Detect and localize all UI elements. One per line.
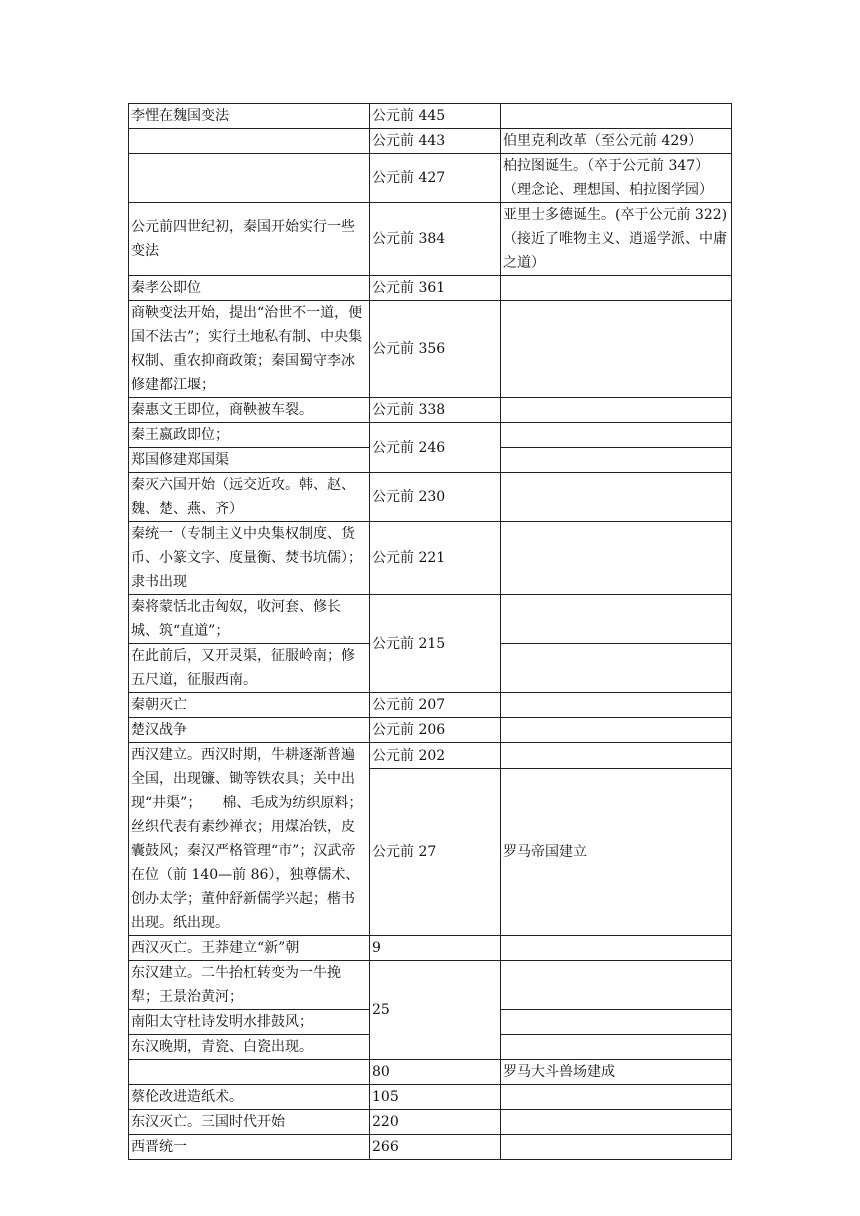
- world-event-cell: [501, 644, 732, 693]
- world-event-cell: [501, 301, 732, 398]
- world-event-cell: [501, 1085, 732, 1110]
- date-cell: 公元前 338: [370, 398, 501, 423]
- timeline-table: [128, 103, 732, 1160]
- date-cell: 公元前 202: [370, 743, 501, 769]
- date-cell: 公元前 384: [370, 203, 501, 276]
- date-cell: 105: [370, 1085, 501, 1110]
- table-row: [129, 1060, 732, 1085]
- china-event-cell: 秦王嬴政即位；: [129, 423, 370, 448]
- china-event-cell: 秦统一（专制主义中央集权制度、货币、小篆文字、度量衡、焚书坑儒）；隶书出现: [129, 522, 370, 595]
- world-event-cell: [501, 276, 732, 301]
- table-row: [129, 423, 732, 448]
- world-event-cell: [501, 1010, 732, 1035]
- world-event-cell: [501, 522, 732, 595]
- china-event-cell: 商鞅变法开始，提出“治世不一道，便国不法古”；实行土地私有制、中央集权制、重农抑商政策；秦国蜀守李冰修建都江堰；: [129, 301, 370, 398]
- table-row: [129, 301, 732, 398]
- world-event-cell: 罗马帝国建立: [501, 769, 732, 936]
- world-event-cell: [501, 423, 732, 448]
- china-event-cell: 西汉建立。西汉时期，牛耕逐渐普遍全国，出现镰、锄等铁农具；关中出现“井渠”； 棉、毛成为纺织原料；丝织代表有素纱禅衣；用煤冶铁，皮囊鼓风；秦汉严格管理“市”；汉武帝在位（前 140—前 86），独尊儒术、创办太学；董仲舒新儒学兴起；楷书出现。纸出现。: [129, 743, 370, 936]
- date-cell: 9: [370, 936, 501, 961]
- world-event-cell: [501, 1135, 732, 1160]
- date-cell: 公元前 207: [370, 693, 501, 718]
- table-row: [129, 522, 732, 595]
- china-event-cell: 公元前四世纪初，秦国开始实行一些变法: [129, 203, 370, 276]
- world-event-cell: [501, 1035, 732, 1060]
- world-event-cell: [501, 595, 732, 644]
- world-event-cell: [501, 743, 732, 769]
- date-cell: 公元前 206: [370, 718, 501, 743]
- china-event-cell: [129, 1060, 370, 1085]
- china-event-cell: 秦灭六国开始（远交近攻。韩、赵、魏、楚、燕、齐）: [129, 473, 370, 522]
- table-row: [129, 1085, 732, 1110]
- table-row: [129, 104, 732, 129]
- date-cell: 266: [370, 1135, 501, 1160]
- date-cell: 25: [370, 961, 501, 1060]
- table-row: [129, 961, 732, 1010]
- china-event-cell: 西汉灭亡。王莽建立“新”朝: [129, 936, 370, 961]
- table-row: [129, 154, 732, 203]
- china-event-cell: 秦将蒙恬北击匈奴，收河套、修长城、筑“直道”；: [129, 595, 370, 644]
- china-event-cell: 西晋统一: [129, 1135, 370, 1160]
- world-event-cell: 亚里士多德诞生。(卒于公元前 322)（接近了唯物主义、逍遥学派、中庸之道）: [501, 203, 732, 276]
- china-event-cell: [129, 129, 370, 154]
- table-row: [129, 276, 732, 301]
- world-event-cell: [501, 473, 732, 522]
- date-cell: 公元前 445: [370, 104, 501, 129]
- table-row: [129, 693, 732, 718]
- world-event-cell: 伯里克利改革（至公元前 429）: [501, 129, 732, 154]
- table-row: [129, 1110, 732, 1135]
- china-event-cell: 秦惠文王即位，商鞅被车裂。: [129, 398, 370, 423]
- date-cell: 公元前 27: [370, 769, 501, 936]
- china-event-cell: 秦孝公即位: [129, 276, 370, 301]
- date-cell: 公元前 427: [370, 154, 501, 203]
- world-event-cell: [501, 936, 732, 961]
- china-event-cell: 秦朝灭亡: [129, 693, 370, 718]
- world-event-cell: 罗马大斗兽场建成: [501, 1060, 732, 1085]
- china-event-cell: 南阳太守杜诗发明水排鼓风；: [129, 1010, 370, 1035]
- table-row: [129, 936, 732, 961]
- table-row: [129, 203, 732, 276]
- china-event-cell: [129, 154, 370, 203]
- table-row: [129, 1135, 732, 1160]
- world-event-cell: [501, 398, 732, 423]
- date-cell: 80: [370, 1060, 501, 1085]
- table-row: [129, 718, 732, 743]
- table-row: [129, 473, 732, 522]
- table-row: [129, 743, 732, 769]
- china-event-cell: 蔡伦改进造纸术。: [129, 1085, 370, 1110]
- china-event-cell: 郑国修建郑国渠: [129, 448, 370, 473]
- world-event-cell: [501, 1110, 732, 1135]
- date-cell: 公元前 221: [370, 522, 501, 595]
- table-row: [129, 595, 732, 644]
- world-event-cell: [501, 961, 732, 1010]
- world-event-cell: [501, 448, 732, 473]
- china-event-cell: 楚汉战争: [129, 718, 370, 743]
- china-event-cell: 在此前后，又开灵渠，征服岭南；修五尺道，征服西南。: [129, 644, 370, 693]
- date-cell: 公元前 443: [370, 129, 501, 154]
- date-cell: 公元前 356: [370, 301, 501, 398]
- china-event-cell: 东汉建立。二牛抬杠转变为一牛挽犁；王景治黄河；: [129, 961, 370, 1010]
- date-cell: 公元前 230: [370, 473, 501, 522]
- date-cell: 公元前 215: [370, 595, 501, 693]
- world-event-cell: [501, 104, 732, 129]
- world-event-cell: 柏拉图诞生。（卒于公元前 347）（理念论、理想国、柏拉图学园）: [501, 154, 732, 203]
- world-event-cell: [501, 693, 732, 718]
- date-cell: 公元前 361: [370, 276, 501, 301]
- date-cell: 公元前 246: [370, 423, 501, 473]
- china-event-cell: 东汉晚期，青瓷、白瓷出现。: [129, 1035, 370, 1060]
- date-cell: 220: [370, 1110, 501, 1135]
- table-row: [129, 398, 732, 423]
- table-row: [129, 129, 732, 154]
- china-event-cell: 李悝在魏国变法: [129, 104, 370, 129]
- world-event-cell: [501, 718, 732, 743]
- china-event-cell: 东汉灭亡。三国时代开始: [129, 1110, 370, 1135]
